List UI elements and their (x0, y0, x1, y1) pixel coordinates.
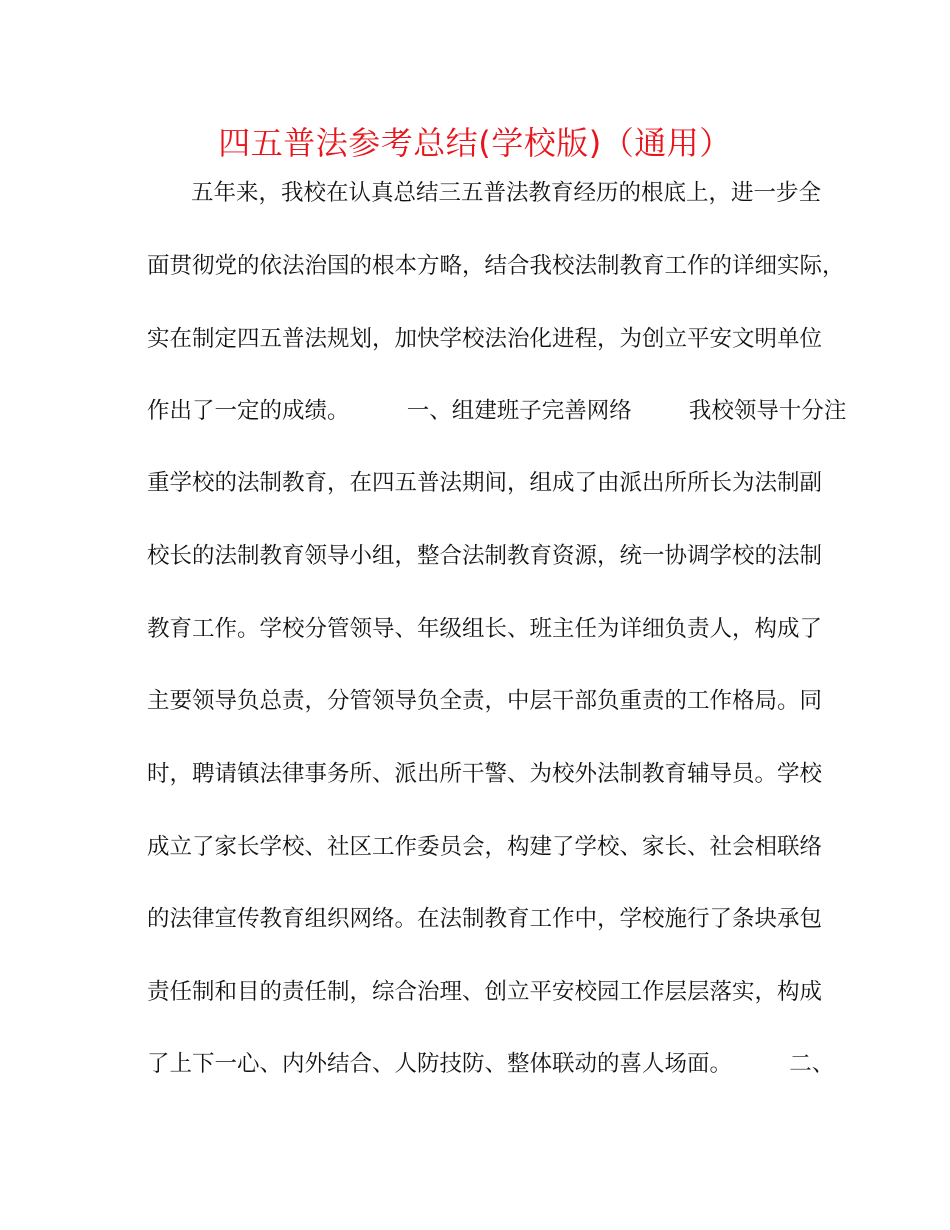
paragraph-line: 校长的法制教育领导小组，整合法制教育资源，统一协调学校的法制 (147, 543, 823, 569)
paragraph-line: 面贯彻党的依法治国的根本方略，结合我校法制教育工作的详细实际， (147, 253, 845, 279)
paragraph-line: 责任制和目的责任制，综合治理、创立平安校园工作层层落实，构成 (147, 979, 823, 1005)
paragraph-line: 实在制定四五普法规划，加快学校法治化进程，为创立平安文明单位 (147, 326, 823, 352)
paragraph-line: 主要领导负总责，分管领导负全责，中层干部负重责的工作格局。同 (147, 688, 823, 714)
paragraph-line: 教育工作。学校分管领导、年级组长、班主任为详细负责人，构成了 (147, 616, 823, 642)
paragraph-line: 重学校的法制教育，在四五普法期间，组成了由派出所所长为法制副 (147, 470, 823, 496)
paragraph-line: 作出了一定的成绩。 一、组建班子完善网络 我校领导十分注 (147, 398, 847, 424)
paragraph-line: 五年来，我校在认真总结三五普法教育经历的根底上，进一步全 (191, 180, 822, 206)
paragraph-line: 成立了家长学校、社区工作委员会，构建了学校、家长、社会相联络 (147, 834, 823, 860)
paragraph-line: 时，聘请镇法律事务所、派出所干警、为校外法制教育辅导员。学校 (147, 761, 823, 787)
paragraph-line: 的法律宣传教育组织网络。在法制教育工作中，学校施行了条块承包 (147, 906, 823, 932)
paragraph-line: 了上下一心、内外结合、人防技防、整体联动的喜人场面。 二、 (147, 1051, 835, 1077)
document-title: 四五普法参考总结(学校版)（通用） (218, 124, 732, 162)
